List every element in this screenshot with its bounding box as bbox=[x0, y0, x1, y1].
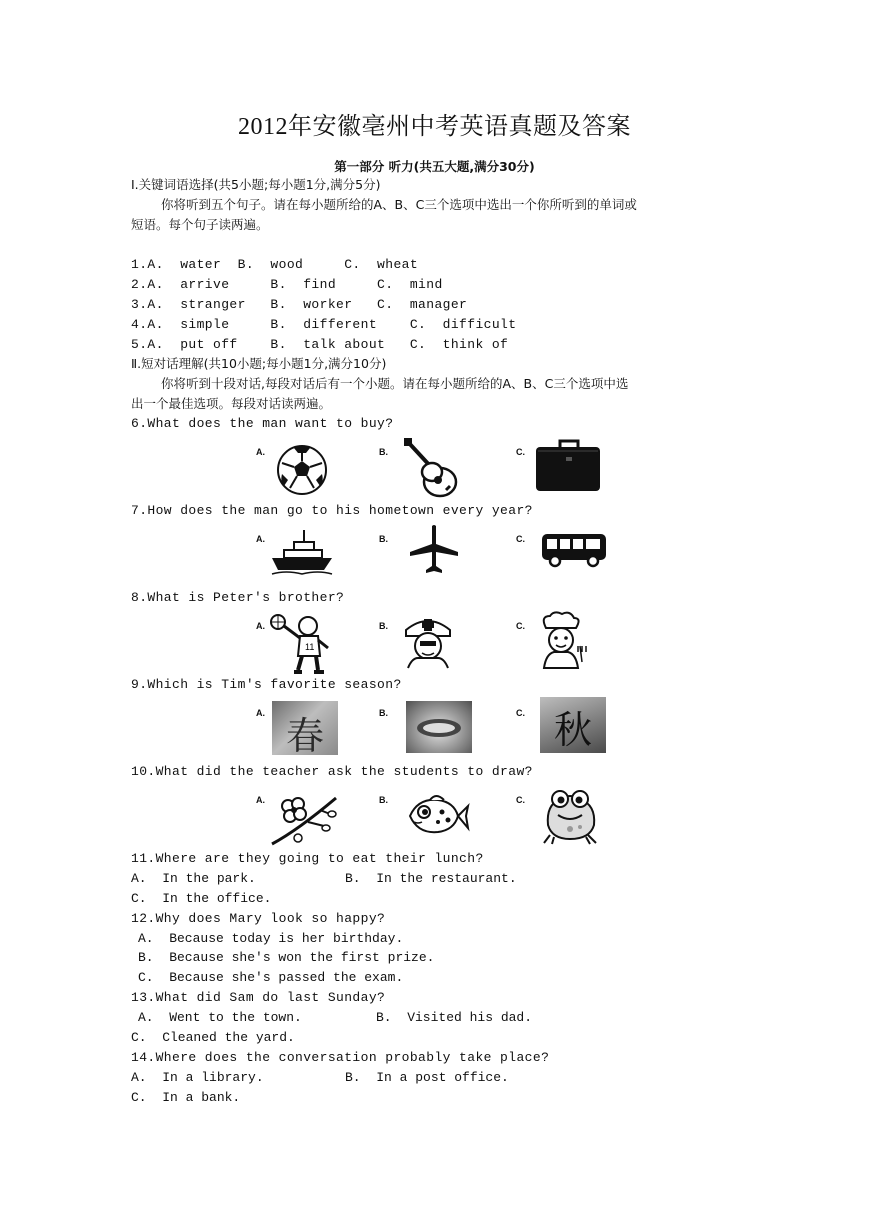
q14-option-c: C. In a bank. bbox=[131, 1090, 241, 1105]
q10-label-c: C. bbox=[516, 795, 525, 805]
q8-label-b: B. bbox=[379, 621, 388, 631]
briefcase-icon bbox=[532, 437, 604, 495]
question-10: 10.What did the teacher ask the students to draw? bbox=[131, 764, 533, 779]
q14-option-a: A. In a library. bbox=[131, 1070, 264, 1085]
q10-label-a: A. bbox=[256, 795, 265, 805]
q10-label-b: B. bbox=[379, 795, 388, 805]
section1-instruction-line2: 短语。每个句子读两遍。 bbox=[131, 217, 269, 232]
q6-label-a: A. bbox=[256, 447, 265, 457]
section1-instruction-line1: 你将听到五个句子。请在每小题所给的A、B、C三个选项中选出一个你所听到的单词或 bbox=[161, 197, 637, 212]
q7-label-a: A. bbox=[256, 534, 265, 544]
q7-label-b: B. bbox=[379, 534, 388, 544]
bus-icon bbox=[540, 532, 608, 568]
doctor-icon bbox=[396, 612, 460, 670]
autumn-picture bbox=[540, 697, 606, 753]
question-6: 6.What does the man want to buy? bbox=[131, 416, 394, 431]
ship-icon bbox=[270, 528, 334, 576]
q9-label-b: B. bbox=[379, 708, 388, 718]
question-2: 2.A. arrive B. find C. mind bbox=[131, 277, 443, 292]
q12-option-c: C. Because she's passed the exam. bbox=[138, 970, 404, 985]
question-12: 12.Why does Mary look so happy? bbox=[131, 911, 386, 926]
q8-label-a: A. bbox=[256, 621, 265, 631]
fish-icon bbox=[404, 790, 470, 842]
section2-instruction-line2: 出一个最佳选项。每段对话读两遍。 bbox=[131, 396, 332, 411]
spring-character: 春 bbox=[285, 714, 324, 755]
q13-option-b: B. Visited his dad. bbox=[376, 1010, 533, 1025]
guitar-icon bbox=[402, 438, 462, 500]
autumn-character: 秋 bbox=[553, 708, 592, 752]
question-1: 1.A. water B. wood C. wheat bbox=[131, 257, 419, 272]
q12-option-a: A. Because today is her birthday. bbox=[138, 931, 404, 946]
airplane-icon bbox=[408, 524, 460, 576]
question-7: 7.How does the man go to his hometown every year? bbox=[131, 503, 533, 518]
question-3: 3.A. stranger B. worker C. manager bbox=[131, 297, 468, 312]
page-title: 2012年安徽亳州中考英语真题及答案 bbox=[238, 114, 631, 140]
section1-heading: Ⅰ.关键词语选择(共5小题;每小题1分,满分5分) bbox=[131, 177, 381, 192]
basketball-player-icon bbox=[268, 612, 336, 676]
q9-label-a: A. bbox=[256, 708, 265, 718]
chef-icon bbox=[534, 610, 588, 672]
q7-label-c: C. bbox=[516, 534, 525, 544]
svg-text:11: 11 bbox=[305, 642, 315, 652]
q14-option-b: B. In a post office. bbox=[345, 1070, 509, 1085]
question-14: 14.Where does the conversation probably take place? bbox=[131, 1050, 550, 1065]
q6-label-c: C. bbox=[516, 447, 525, 457]
question-11: 11.Where are they going to eat their lunch? bbox=[131, 851, 484, 866]
frog-icon bbox=[540, 785, 602, 845]
flower-branch-icon bbox=[268, 790, 340, 848]
section2-heading: Ⅱ.短对话理解(共10小题;每小题1分,满分10分) bbox=[131, 356, 387, 371]
question-8: 8.What is Peter's brother? bbox=[131, 590, 345, 605]
q6-label-b: B. bbox=[379, 447, 388, 457]
football-icon bbox=[276, 444, 328, 496]
question-4: 4.A. simple B. different C. difficult bbox=[131, 317, 517, 332]
q12-option-b: B. Because she's won the first prize. bbox=[138, 950, 435, 965]
q9-label-c: C. bbox=[516, 708, 525, 718]
q13-option-c: C. Cleaned the yard. bbox=[131, 1030, 295, 1045]
q8-label-c: C. bbox=[516, 621, 525, 631]
section2-instruction-line1: 你将听到十段对话,每段对话后有一个小题。请在每小题所给的A、B、C三个选项中选 bbox=[161, 376, 629, 391]
question-9: 9.Which is Tim's favorite season? bbox=[131, 677, 402, 692]
q11-option-a: A. In the park. bbox=[131, 871, 256, 886]
q13-option-a: A. Went to the town. bbox=[138, 1010, 302, 1025]
q11-option-c: C. In the office. bbox=[131, 891, 272, 906]
question-13: 13.What did Sam do last Sunday? bbox=[131, 990, 386, 1005]
summer-picture bbox=[406, 701, 472, 753]
question-5: 5.A. put off B. talk about C. think of bbox=[131, 337, 509, 352]
part1-heading: 第一部分 听力(共五大题,满分30分) bbox=[334, 159, 535, 174]
q11-option-b: B. In the restaurant. bbox=[345, 871, 517, 886]
spring-picture bbox=[272, 701, 338, 755]
